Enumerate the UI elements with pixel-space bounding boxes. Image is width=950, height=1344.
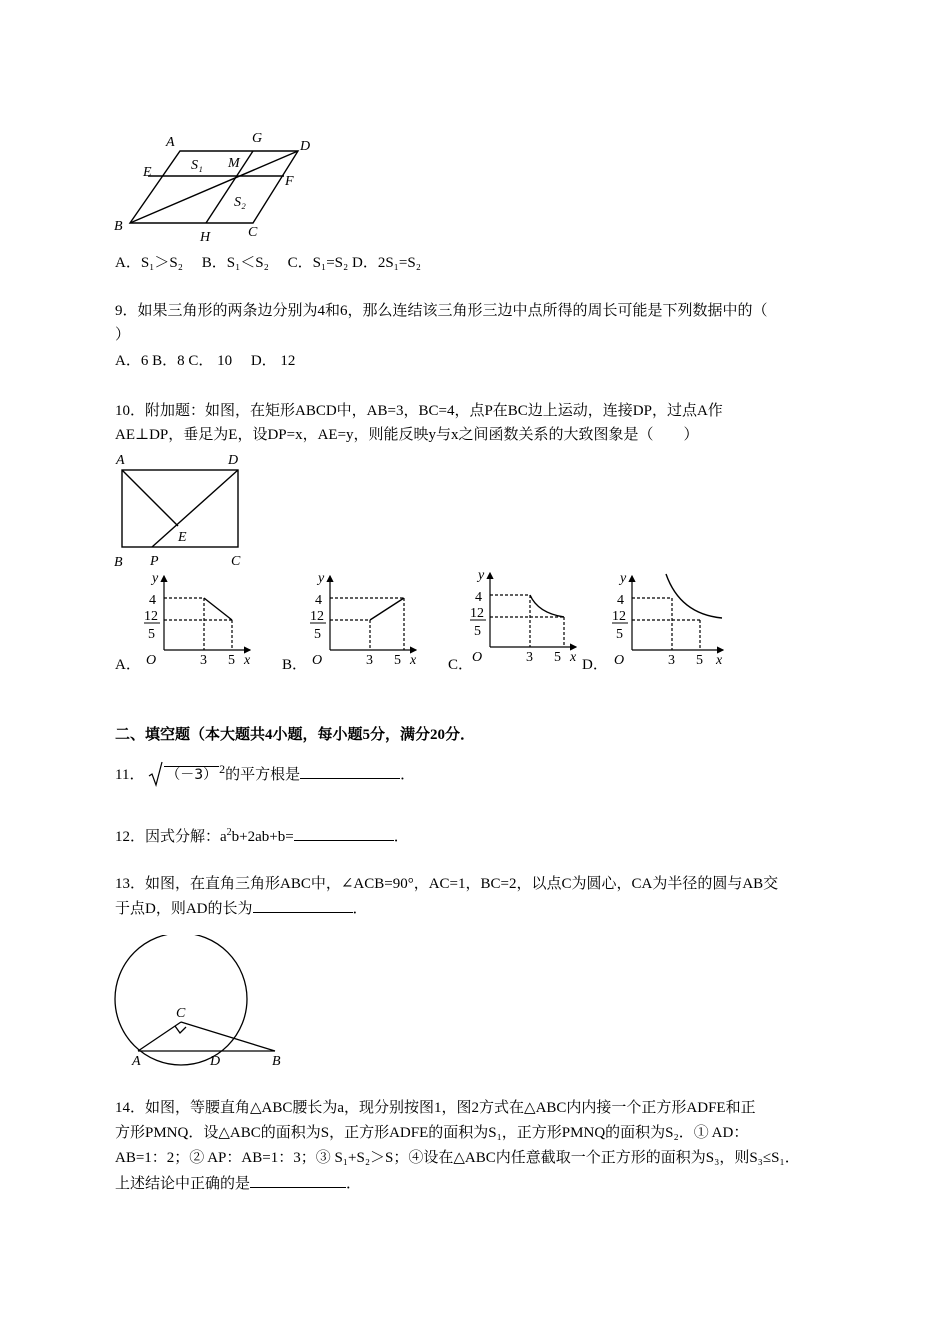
q10-option-d-letter: D． (582, 657, 608, 673)
svg-text:5: 5 (696, 653, 703, 668)
svg-text:3: 3 (668, 653, 675, 668)
q14-line1: 14．如图，等腰直角△ABC腰长为a，现分别按图1，图2方式在△ABC内内接一个正方形ADFE和正 (115, 1100, 756, 1116)
label-p: P (150, 554, 159, 569)
segment-dp (152, 470, 238, 547)
label-c: C (231, 554, 241, 569)
svg-text:x: x (244, 653, 251, 668)
q12-line: 12．因式分解：$a^2b+2ab+b=$ ． (115, 827, 409, 845)
svg-text:5: 5 (394, 653, 401, 668)
svg-text:12: 12 (470, 606, 484, 621)
q14-line3: AB=1：2；② AP：AB=1：3；③ S₁+S₂＞S；④设在△ABC内任意截取一个正方形的面积为S₃，则S₃≤S₁． (115, 1150, 800, 1166)
svg-text:3: 3 (526, 650, 533, 665)
q10-line2: AE⊥DP，垂足为E，设DP=x，AE=y，则能反映y与x之间函数关系的大致图象是（ ） (115, 427, 699, 443)
svg-text:5: 5 (616, 627, 623, 642)
svg-text:5: 5 (314, 627, 321, 642)
q9-line2: ） (115, 327, 131, 343)
label-b: B (272, 1054, 281, 1069)
sqrt-sign-icon (148, 761, 164, 787)
q10-rectangle-figure (108, 448, 258, 573)
svg-text:O: O (614, 653, 625, 668)
svg-text:12: 12 (612, 609, 626, 624)
svg-text:O: O (312, 653, 323, 668)
right-angle-mark (175, 1026, 186, 1033)
label-b: B (114, 555, 123, 570)
svg-text:5: 5 (148, 627, 155, 642)
svg-text:y: y (318, 571, 325, 586)
svg-text:x: x (716, 653, 723, 668)
svg-text:5: 5 (474, 624, 481, 639)
label-c: C (176, 1006, 186, 1021)
q9-options: A．6 B．8 C． 10 D． 12 (115, 353, 296, 369)
q10-graph-b (306, 568, 426, 670)
segment-ae (122, 470, 178, 526)
svg-text:4: 4 (315, 593, 322, 608)
q14-line4: 上述结论中正确的是 ． (115, 1173, 361, 1194)
label-m: M (228, 156, 240, 171)
svg-text:x: x (410, 653, 417, 668)
q14-answer-blank[interactable] (250, 1173, 346, 1188)
label-d: D (228, 453, 239, 468)
label-b: B (114, 219, 123, 234)
segment-cb (181, 1022, 275, 1051)
section2-title: 二、填空题（本大题共4小题，每小题5分，满分20分． (115, 727, 476, 743)
q11-line: 11． （－3） $^2$的平方根是 ． (115, 761, 415, 787)
q13-circle-figure (110, 935, 290, 1070)
q10-option-a-letter: A． (115, 657, 141, 673)
q11-exponent: 2 (219, 762, 226, 776)
q13-line2: 于点D，则AD的长为 ． (115, 898, 368, 919)
svg-text:12: 12 (144, 609, 158, 624)
label-a: A (166, 135, 175, 150)
label-e: E (178, 530, 187, 545)
svg-text:y: y (152, 571, 159, 586)
svg-text:x: x (570, 650, 577, 665)
svg-text:y: y (478, 568, 485, 583)
label-c: C (248, 225, 258, 240)
q14-line2: 方形PMNQ．设△ABC的面积为S，正方形ADFE的面积为S₁，正方形PMNQ的面积为S₂．① AD： (115, 1125, 749, 1141)
q8-options: A．S₁＞S₂ B．S₁＜S₂ C．S₁=S₂ D．2S₁=S₂ (115, 255, 421, 271)
q10-option-b-letter: B． (282, 657, 308, 673)
svg-text:O: O (146, 653, 157, 668)
label-f: F (285, 174, 294, 189)
label-d: D (210, 1054, 221, 1069)
q10-line1: 10．附加题：如图，在矩形ABCD中，AB=3，BC=4，点P在BC边上运动，连接DP，过点A作 (115, 403, 723, 419)
label-d: D (300, 139, 311, 154)
q11-answer-blank[interactable] (300, 764, 400, 779)
svg-text:3: 3 (366, 653, 373, 668)
label-g: G (252, 131, 263, 146)
q11-radicand: （－3） (166, 767, 218, 783)
svg-text:4: 4 (149, 593, 156, 608)
q8-parallelogram-figure (108, 128, 328, 248)
svg-text:5: 5 (228, 653, 235, 668)
q9-line1: 9．如果三角形的两条边分别为4和6，那么连结该三角形三边中点所得的周长可能是下列数据中的（ (115, 303, 768, 319)
q10-graph-a (140, 568, 260, 670)
label-h: H (200, 230, 211, 245)
label-a: A (132, 1054, 141, 1069)
svg-text:4: 4 (475, 590, 482, 605)
label-s2: S₂ (234, 195, 246, 210)
q13-answer-blank[interactable] (253, 898, 353, 913)
label-e: E (143, 165, 152, 180)
svg-text:3: 3 (200, 653, 207, 668)
label-s1: S₁ (191, 158, 203, 173)
q10-graph-d (608, 568, 733, 670)
q10-graph-c (466, 565, 586, 667)
svg-text:5: 5 (554, 650, 561, 665)
label-a: A (116, 453, 125, 468)
svg-text:12: 12 (310, 609, 324, 624)
q13-line1: 13．如图，在直角三角形ABC中，∠ACB=90°，AC=1，BC=2，以点C为圆心，CA为半径的圆与AB交 (115, 876, 779, 892)
q10-option-c-letter: C． (448, 657, 474, 673)
svg-text:O: O (472, 650, 483, 665)
svg-text:4: 4 (617, 593, 624, 608)
circle-c (115, 935, 247, 1065)
svg-text:y: y (620, 571, 627, 586)
q12-answer-blank[interactable] (294, 826, 394, 841)
